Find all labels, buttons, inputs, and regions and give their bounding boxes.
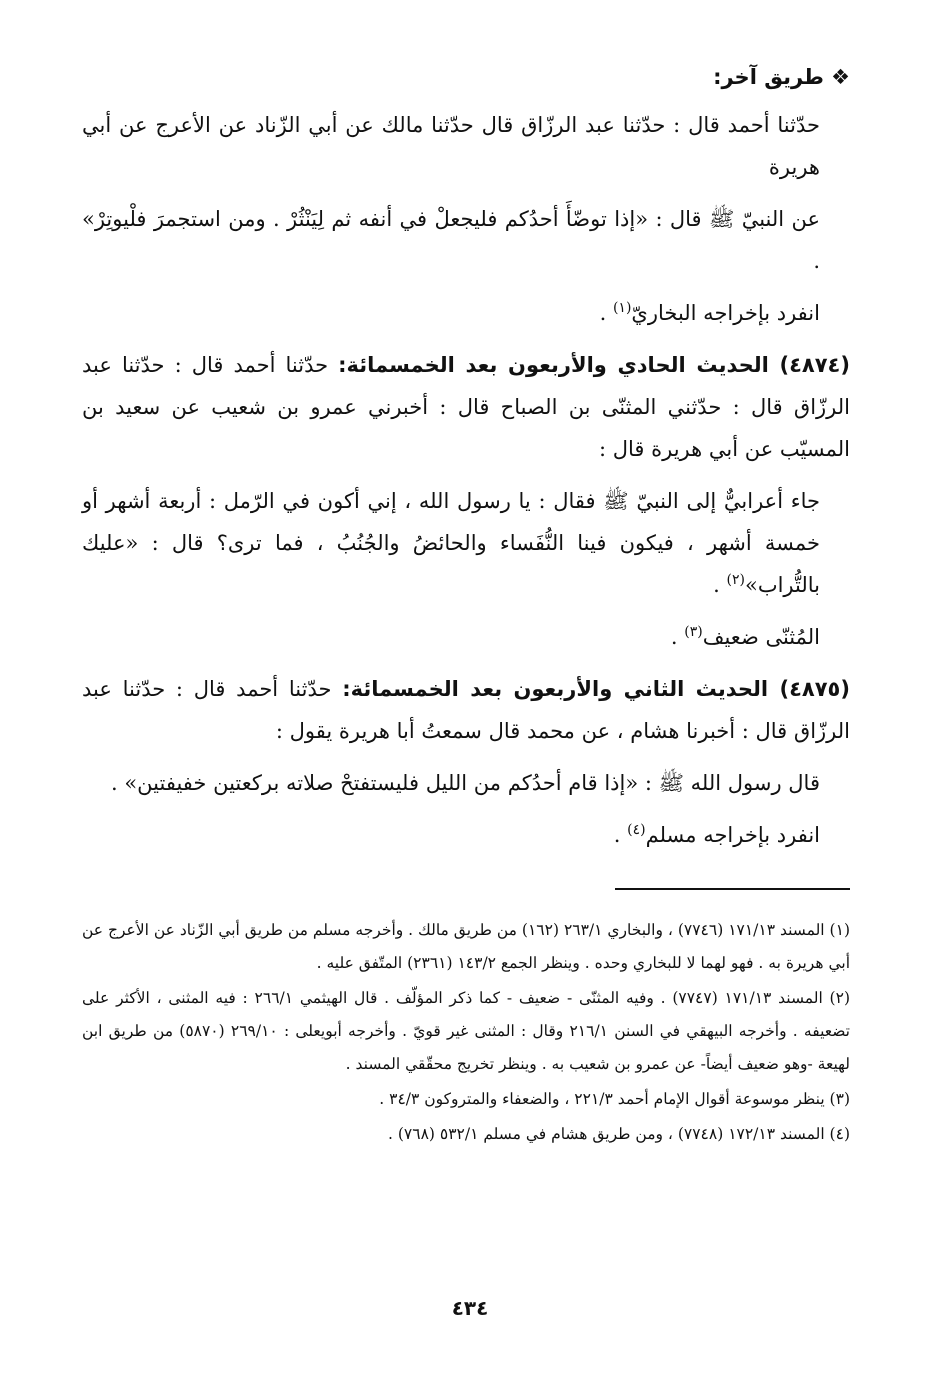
footnote-ref-3[interactable]: (٣) [684,624,703,640]
page-number: ٤٣٤ [451,1296,489,1320]
footnote-ref-1[interactable]: (١) [612,300,632,316]
footnote-1: (١) المسند ١٧١/١٣ (٧٧٤٦) ، والبخاري ٢٦٣/١ (١٦٢) من طريق مالك . وأخرجه مسلم من طريق أبي الزّناد عن الأعرج عن أبي هريرة به . فهو لهما لا للبخاري وحده . وينظر الجمع ١٤٣/٢ (٢٣٦١) المتّفق عليه . [82,921,850,972]
footnote-3: (٣) ينظر موسوعة أقوال الإمام أحمد ٢٢١/٣ ، والضعفاء والمتروكون ٣٤/٣ . [379,1090,850,1108]
paragraph-6: المُثنّى ضعيف$^{(٣)}$ . [670,624,820,649]
section-heading: ❖ طريق آخر: [713,65,850,89]
hadith-4875: (٤٨٧٥) الحديث الثاني والأربعون بعد الخمسمائة: حدّثنا أحمد قال : حدّثنا عبد الرزّاق قال : أخبرنا هشام ، عن محمد قال سمعتُ أبا هريرة يقول : [82,677,850,743]
paragraph-3: انفرد بإخراجه البخاريّ$^{(١)}$ . [599,300,820,325]
footnote-separator [615,888,850,890]
footnote-4: (٤) المسند ١٧٢/١٣ (٧٧٤٨) ، ومن طريق هشام في مسلم ٥٣٢/١ (٧٦٨) . [388,1125,850,1143]
page-content [82,62,850,1153]
footnote-separator-wrap [82,866,850,914]
paragraph-5: جاء أعرابيٌّ إلى النبيّ ﷺ فقال : يا رسول الله ، إني أكون في الرّمل : أربعة أشهر أو خمسة أشهر ، فيكون فينا النُّفَساء والحائضُ والجُنُبُ ، فما ترى؟ قال : «عليك بالتُّراب»$^{(٢)}$ . [82,489,820,597]
footnote-ref-4[interactable]: (٤) [627,822,646,838]
paragraph-9: انفرد بإخراجه مسلم$^{(٤)}$ . [613,822,820,847]
footnotes [82,914,850,1151]
hadith-title-4875: (٤٨٧٥) الحديث الثاني والأربعون بعد الخمسمائة: [342,677,850,701]
paragraph-2: عن النبيّ ﷺ قال : «إذا توضّأَ أحدُكم فليجعلْ في أنفه ثم لِيَنْثُرْ . ومن استجمرَ فلْيوتِرْ» . [82,207,820,273]
footnote-2: (٢) المسند ١٧١/١٣ (٧٧٤٧) . وفيه المثنّى - ضعيف - كما ذكر المؤلّف . قال الهيثمي ٢٦٦/١ : فيه المثنى ، الأكثر على تضعيفه . وأخرجه البيهقي في السنن ٢١٦/١ وقال : المثنى غير قويّ . وأخرجه أبويعلى : ٢٦٩/١٠ (٥٨٧٠) من طريق ابن لهيعة -وهو ضعيف أيضاً- عن عمرو بن شعيب به . وينظر تخريج محقّقي المسند . [82,989,850,1073]
paragraph-8: قال رسول الله ﷺ : «إذا قام أحدُكم من الليل فليستفتحْ صلاته بركعتين خفيفتين» . [110,771,820,795]
hadith-4874: (٤٨٧٤) الحديث الحادي والأربعون بعد الخمسمائة: حدّثنا أحمد قال : حدّثنا عبد الرزّاق قال : حدّثني المثنّى بن الصباح قال : أخبرني عمرو بن شعيب عن سعيد بن المسيّب عن أبي هريرة قال : [82,353,850,461]
hadith-title-4874: (٤٨٧٤) الحديث الحادي والأربعون بعد الخمسمائة: [338,353,850,377]
paragraph-1: حدّثنا أحمد قال : حدّثنا عبد الرزّاق قال حدّثنا مالك عن أبي الزّناد عن الأعرج عن أبي هريرة [82,113,820,179]
footnote-ref-2[interactable]: (٢) [726,572,745,588]
